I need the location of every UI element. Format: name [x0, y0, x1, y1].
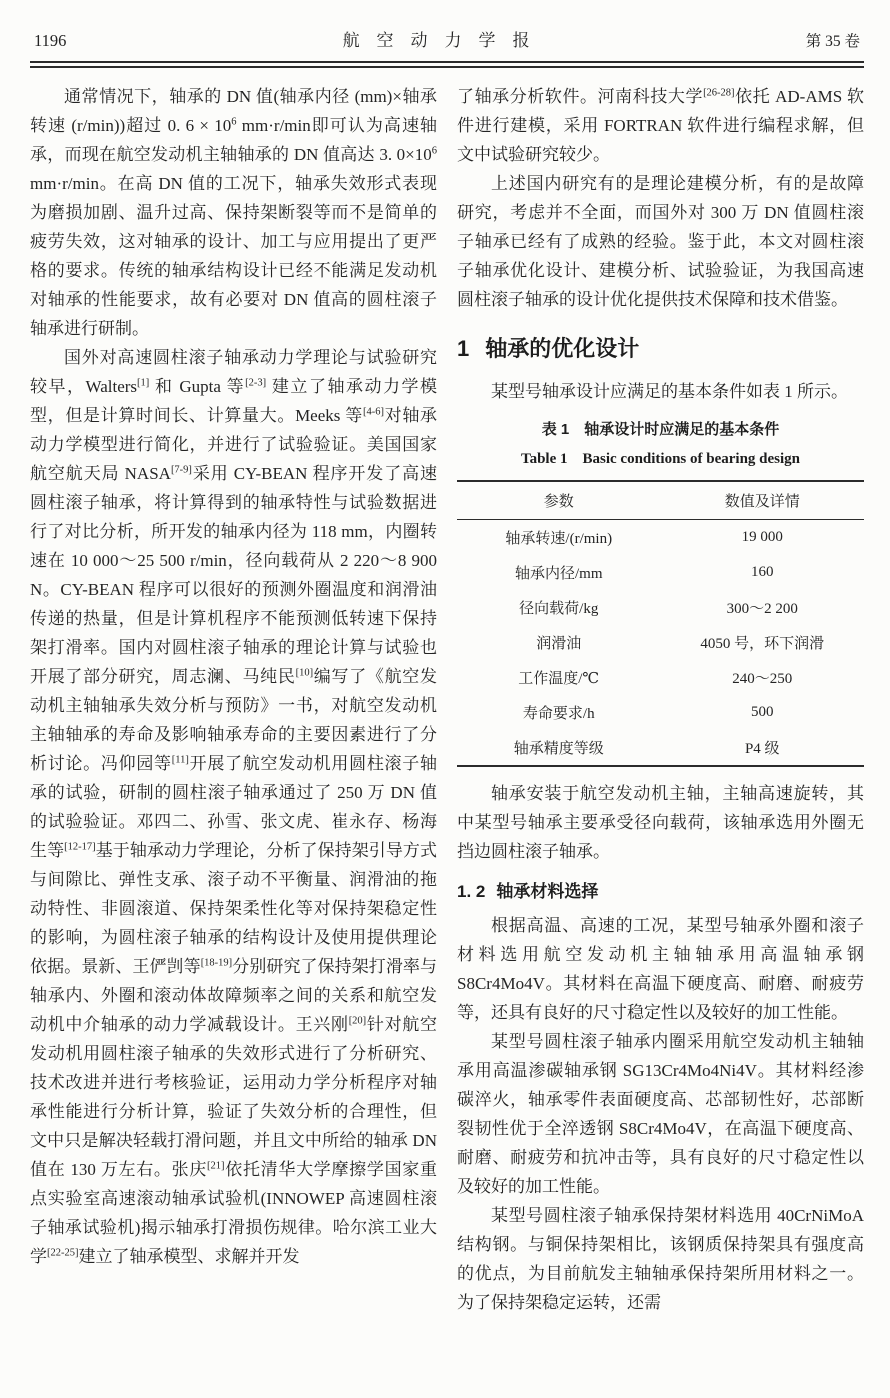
table-cell-parameter: 轴承转速/(r/min)	[505, 531, 613, 547]
table-cell-value: 160	[751, 564, 774, 580]
table-header-value: 数值及详情	[661, 481, 865, 520]
subsection-1-2-number: 1. 2	[457, 882, 486, 901]
reference-superscript: [11]	[171, 754, 189, 766]
table-body	[457, 520, 864, 767]
section-1-title: 轴承的优化设计	[485, 336, 640, 361]
table-row	[457, 730, 864, 766]
table-cell-value: 300～2 200	[726, 601, 798, 617]
table-cell-parameter: 轴承精度等级	[457, 730, 661, 766]
table-cell-parameter: 轴承内径/mm	[514, 566, 603, 582]
table-cell-value: 240～250	[732, 671, 793, 687]
reference-superscript: [1]	[137, 377, 150, 389]
paragraph-material-inner-ring: 某型号圆柱滚子轴承内圈采用航空发动机主轴轴承用高温渗碳轴承钢 SG13Cr4Mo4Ni4V。其材料经渗碳淬火，轴承零件表面硬度高、芯部韧性好，芯部断裂韧性优于全淬透钢 S8Cr4Mo4V，在高温下硬度高、耐磨、耐疲劳和抗冲击等，具有良好的尺寸稳定性以及较好的加工性能。	[457, 1032, 864, 1196]
page-header	[30, 24, 864, 61]
two-column-body	[30, 82, 864, 1317]
reference-superscript: 6	[431, 145, 437, 157]
table-row	[457, 625, 864, 660]
table-cell-parameter: 径向载荷/kg	[519, 601, 599, 617]
reference-superscript: [18-19]	[200, 957, 233, 969]
reference-superscript: [26-28]	[703, 87, 735, 99]
subsection-heading-1-2	[457, 877, 864, 902]
journal-title: 航 空 动 力 学 报	[342, 31, 530, 50]
left-column	[30, 82, 437, 1317]
page-number: 1196	[34, 31, 67, 50]
reference-superscript: [4-6]	[362, 406, 384, 418]
section-1-number: 1	[457, 336, 470, 361]
table-cell-value: 4050 号，环下润滑	[700, 636, 825, 652]
table-cell-value: 500	[751, 704, 774, 720]
table-header-row	[457, 481, 864, 520]
paragraph-material-outer-ring: 根据高温、高速的工况，某型号轴承外圈和滚子材料选用航空发动机主轴轴承用高温轴承钢 S8Cr4Mo4V。其材料在高温下硬度高、耐磨、耐疲劳等，还具有良好的尺寸稳定性以及较好的加工性能。	[457, 916, 864, 1022]
table-row	[457, 695, 864, 730]
paragraph-table-intro: 某型号轴承设计应满足的基本条件如表 1 所示。	[491, 382, 848, 401]
paragraph-bearing-installation: 轴承安装于航空发动机主轴，主轴高速旋转，其中某型号轴承主要承受径向载荷，该轴承选用外圈无挡边圆柱滚子轴承。	[457, 784, 864, 861]
table-header-parameter: 参数	[457, 481, 661, 520]
section-heading-1	[457, 332, 864, 363]
table-cell-value: P4 级	[661, 730, 865, 766]
table-row	[457, 590, 864, 625]
paragraph-dn-definition: 通常情况下，轴承的 DN 值(轴承内径 (mm)×轴承转速 (r/min))超过 0. $6 \times 10^6$ mm·r/min即可认为高速轴承，而现在航空发动机主轴轴承的 DN 值高达 3. $0\times 10^6$ mm·r/min。在高 DN 值的工况下，轴承失效形式表现为磨损加剧、温升过高、保持架断裂等而不是简单的疲劳失效，这对轴承的设计、加工与应用提出了更严格的要求。传统的轴承结构设计已经不能满足发动机对轴承的性能要求，故有必要对 DN 值高的圆柱滚子轴承进行研制。	[30, 87, 437, 338]
table-cell-parameter: 工作温度/℃	[518, 671, 600, 687]
table-row	[457, 520, 864, 556]
reference-superscript: [10]	[295, 667, 314, 679]
reference-superscript: [20]	[348, 1015, 367, 1027]
table-cell-parameter: 寿命要求/h	[522, 706, 595, 722]
paragraph-research-summary: 上述国内研究有的是理论建模分析，有的是故障研究，考虑并不全面，而国外对 300 万 DN 值圆柱滚子轴承已经有了成熟的经验。鉴于此，本文对圆柱滚子轴承优化设计、建模分析、试验验证，为我国高速圆柱滚子轴承的设计优化提供技术保障和技术借鉴。	[457, 174, 864, 309]
header-double-rule	[30, 61, 864, 68]
table-row	[457, 555, 864, 590]
reference-superscript: [2-3]	[245, 377, 267, 389]
reference-superscript: [21]	[207, 1160, 225, 1172]
table-basic-conditions	[457, 480, 864, 767]
table-cell-value: 19 000	[741, 529, 783, 545]
table-caption-chinese: 表 1 轴承设计时应满足的基本条件	[541, 421, 780, 438]
table-caption-english: Table 1 Basic conditions of bearing design	[520, 451, 801, 467]
reference-superscript: [22-25]	[47, 1247, 79, 1259]
volume-label: 第 35 卷	[805, 33, 860, 50]
paragraph-literature-review-continued: 了轴承分析软件。河南科技大学[26-28]依托 AD-AMS 软件进行建模，采用 FORTRAN 软件进行编程求解，但文中试验研究较少。	[457, 87, 865, 164]
subsection-1-2-title: 轴承材料选择	[496, 882, 599, 901]
reference-superscript: 6	[231, 116, 237, 128]
reference-superscript: [12-17]	[64, 841, 96, 853]
right-column	[457, 82, 864, 1317]
paragraph-material-cage: 某型号圆柱滚子轴承保持架材料选用 40CrNiMoA 结构钢。与铜保持架相比，该钢质保持架具有强度高的优点，为目前航发主轴轴承保持架所用材料之一。为了保持架稳定运转，还需	[457, 1206, 864, 1312]
table-cell-parameter: 润滑油	[536, 636, 582, 652]
table-block	[457, 418, 864, 767]
reference-superscript: [7-9]	[170, 464, 192, 476]
paragraph-literature-review: 国外对高速圆柱滚子轴承动力学理论与试验研究较早，Walters[1] 和 Gupta 等[2-3] 建立了轴承动力学模型，但是计算时间长、计算量大。Meeks 等[4-6]对轴承动力学模型进行简化，并进行了试验验证。美国国家航空航天局 NASA[7-9]采用 CY-BEAN 程序开发了高速圆柱滚子轴承，将计算得到的轴承特性与试验数据进行了对比分析，所开发的轴承内径为 118 mm，内圈转速在 10 000～25 500 r/min，径向载荷从 2 220～8 900 N。CY-BEAN 程序可以很好的预测外圈温度和润滑油传递的热量，但是计算机程序不能预测低转速下保持架打滑率。国内对圆柱滚子轴承的理论计算与试验也开展了部分研究，周志澜、马纯民[10]编写了《航空发动机主轴轴承失效分析与预防》一书，对航空发动机主轴轴承的寿命及影响轴承寿命的主要因素进行了分析讨论。冯仰园等[11]开展了航空发动机用圆柱滚子轴承的试验，研制的圆柱滚子轴承通过了 250 万 DN 值的试验验证。邓四二、孙雪、张文虎、崔永存、杨海生等[12-17]基于轴承动力学理论，分析了保持架引导方式与间隙比、弹性支承、滚子动不平衡量、润滑油的拖动特性、非圆滚道、保持架柔性化等对保持架稳定性的影响，为圆柱滚子轴承的结构设计及使用提供理论依据。景新、王俨剀等[18-19]分别研究了保持架打滑率与轴承内、外圈和滚动体故障频率之间的关系和航空发动机中介轴承的动力学减载设计。王兴刚[20]针对航空发动机用圆柱滚子轴承的失效形式进行了分析研究、技术改进并进行考核验证，运用动力学分析程序对轴承性能进行分析计算，验证了失效分析的合理性，但文中只是解决轻载打滑问题，并且文中所给的轴承 DN 值在 130 万左右。张庆[21]依托清华大学摩擦学国家重点实验室高速滚动轴承试验机(INNOWEP 高速圆柱滚子轴承试验机)揭示轴承打滑损伤规律。哈尔滨工业大学[22-25]建立了轴承模型、求解并开发	[30, 348, 438, 1266]
table-row	[457, 660, 864, 695]
